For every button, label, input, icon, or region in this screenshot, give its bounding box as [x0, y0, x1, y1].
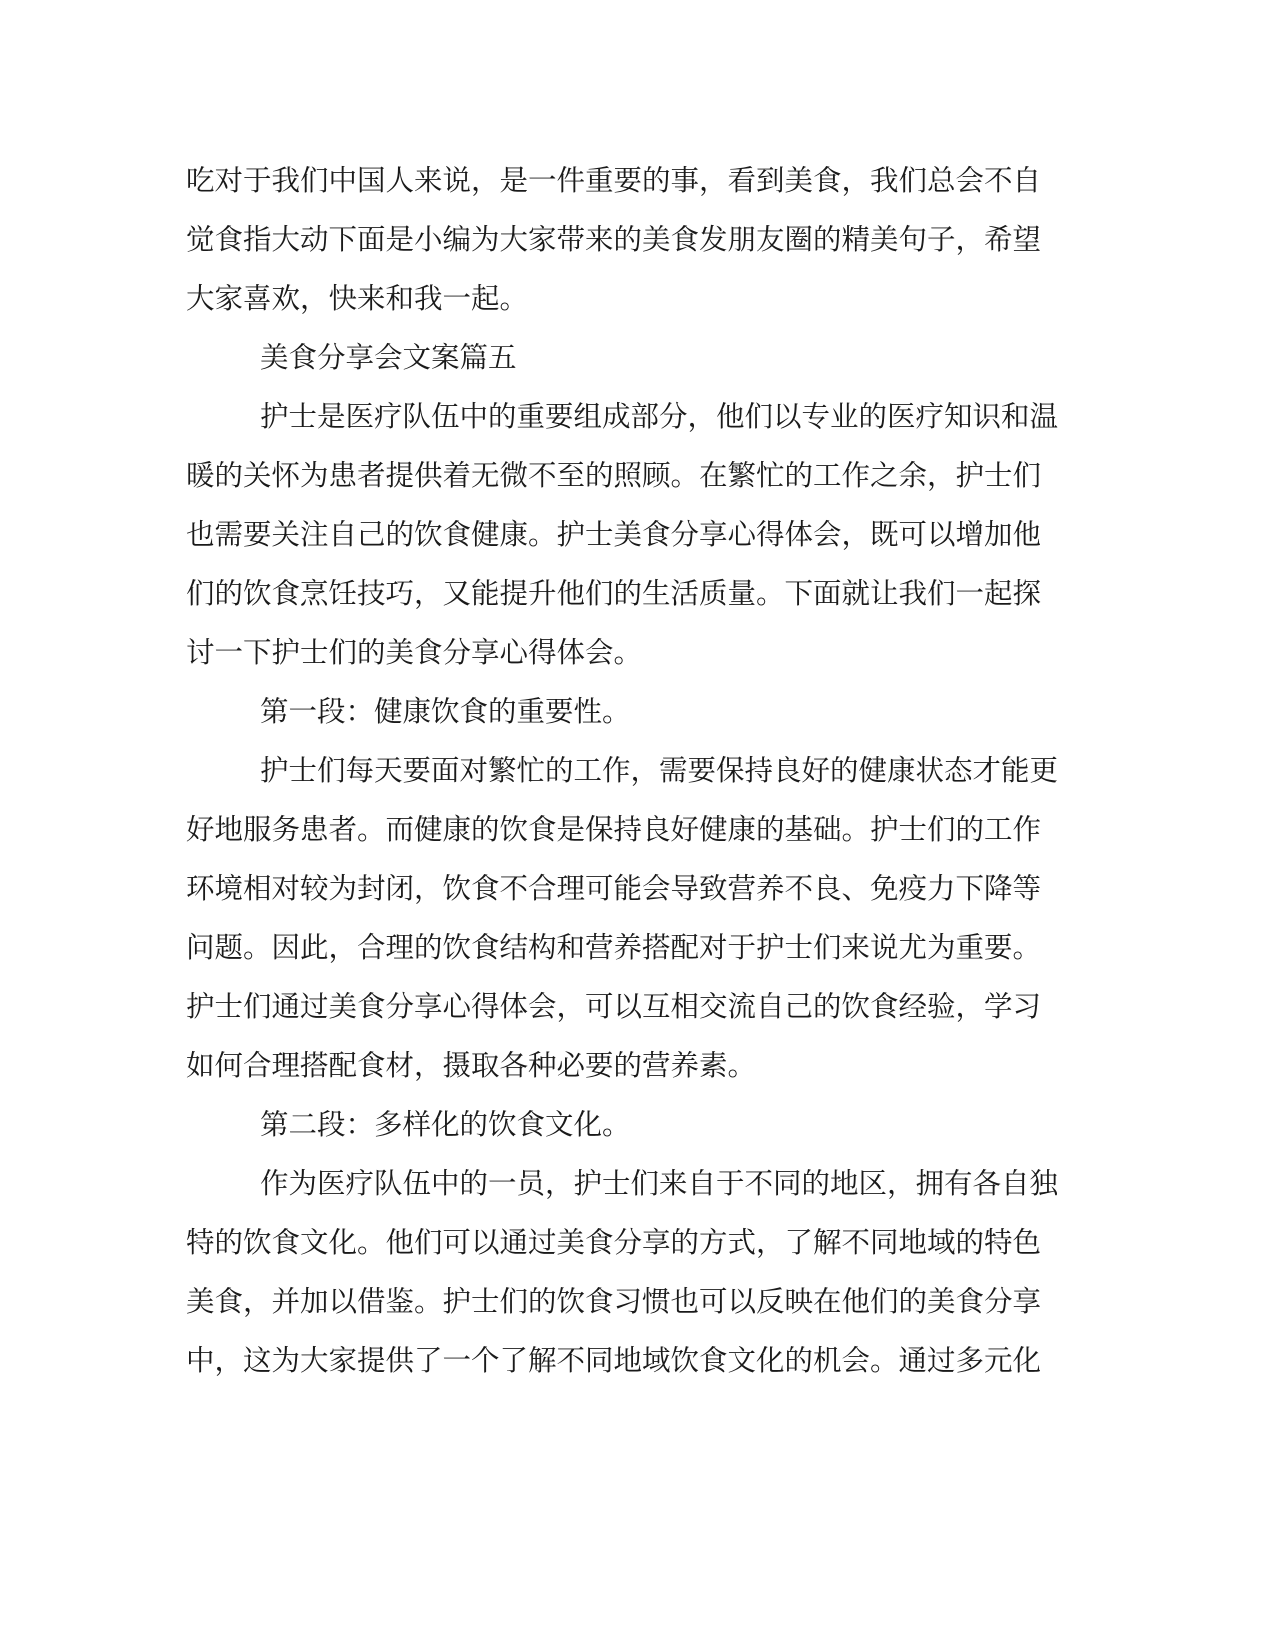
body-text-line: 美食，并加以借鉴。护士们的饮食习惯也可以反映在他们的美食分享	[186, 1285, 1042, 1318]
body-text-line: 作为医疗队伍中的一员，护士们来自于不同的地区，拥有各自独	[260, 1167, 1059, 1200]
body-text-line: 吃对于我们中国人来说，是一件重要的事，看到美食，我们总会不自	[186, 164, 1042, 197]
body-text-line: 特的饮食文化。他们可以通过美食分享的方式，了解不同地域的特色	[186, 1226, 1042, 1259]
paragraph-heading: 第一段：健康饮食的重要性。	[260, 695, 631, 728]
body-text-line: 环境相对较为封闭，饮食不合理可能会导致营养不良、免疫力下降等	[186, 872, 1042, 905]
body-text-line: 大家喜欢，快来和我一起。	[186, 282, 529, 315]
body-text-line: 护士们每天要面对繁忙的工作，需要保持良好的健康状态才能更	[260, 754, 1059, 787]
body-text-line: 也需要关注自己的饮食健康。护士美食分享心得体会，既可以增加他	[186, 518, 1042, 551]
body-text-line: 中，这为大家提供了一个了解不同地域饮食文化的机会。通过多元化	[186, 1344, 1042, 1377]
body-text-line: 讨一下护士们的美食分享心得体会。	[186, 636, 643, 669]
section-heading: 美食分享会文案篇五	[260, 341, 517, 374]
body-text-line: 问题。因此，合理的饮食结构和营养搭配对于护士们来说尤为重要。	[186, 931, 1042, 964]
body-text-line: 觉食指大动下面是小编为大家带来的美食发朋友圈的精美句子，希望	[186, 223, 1042, 256]
body-text-line: 们的饮食烹饪技巧，又能提升他们的生活质量。下面就让我们一起探	[186, 577, 1042, 610]
body-text-line: 护士是医疗队伍中的重要组成部分，他们以专业的医疗知识和温	[260, 400, 1059, 433]
body-text-line: 好地服务患者。而健康的饮食是保持良好健康的基础。护士们的工作	[186, 813, 1042, 846]
body-text-line: 护士们通过美食分享心得体会，可以互相交流自己的饮食经验，学习	[186, 990, 1042, 1023]
paragraph-heading: 第二段：多样化的饮食文化。	[260, 1108, 631, 1141]
body-text-line: 如何合理搭配食材，摄取各种必要的营养素。	[186, 1049, 757, 1082]
body-text-line: 暖的关怀为患者提供着无微不至的照顾。在繁忙的工作之余，护士们	[186, 459, 1042, 492]
